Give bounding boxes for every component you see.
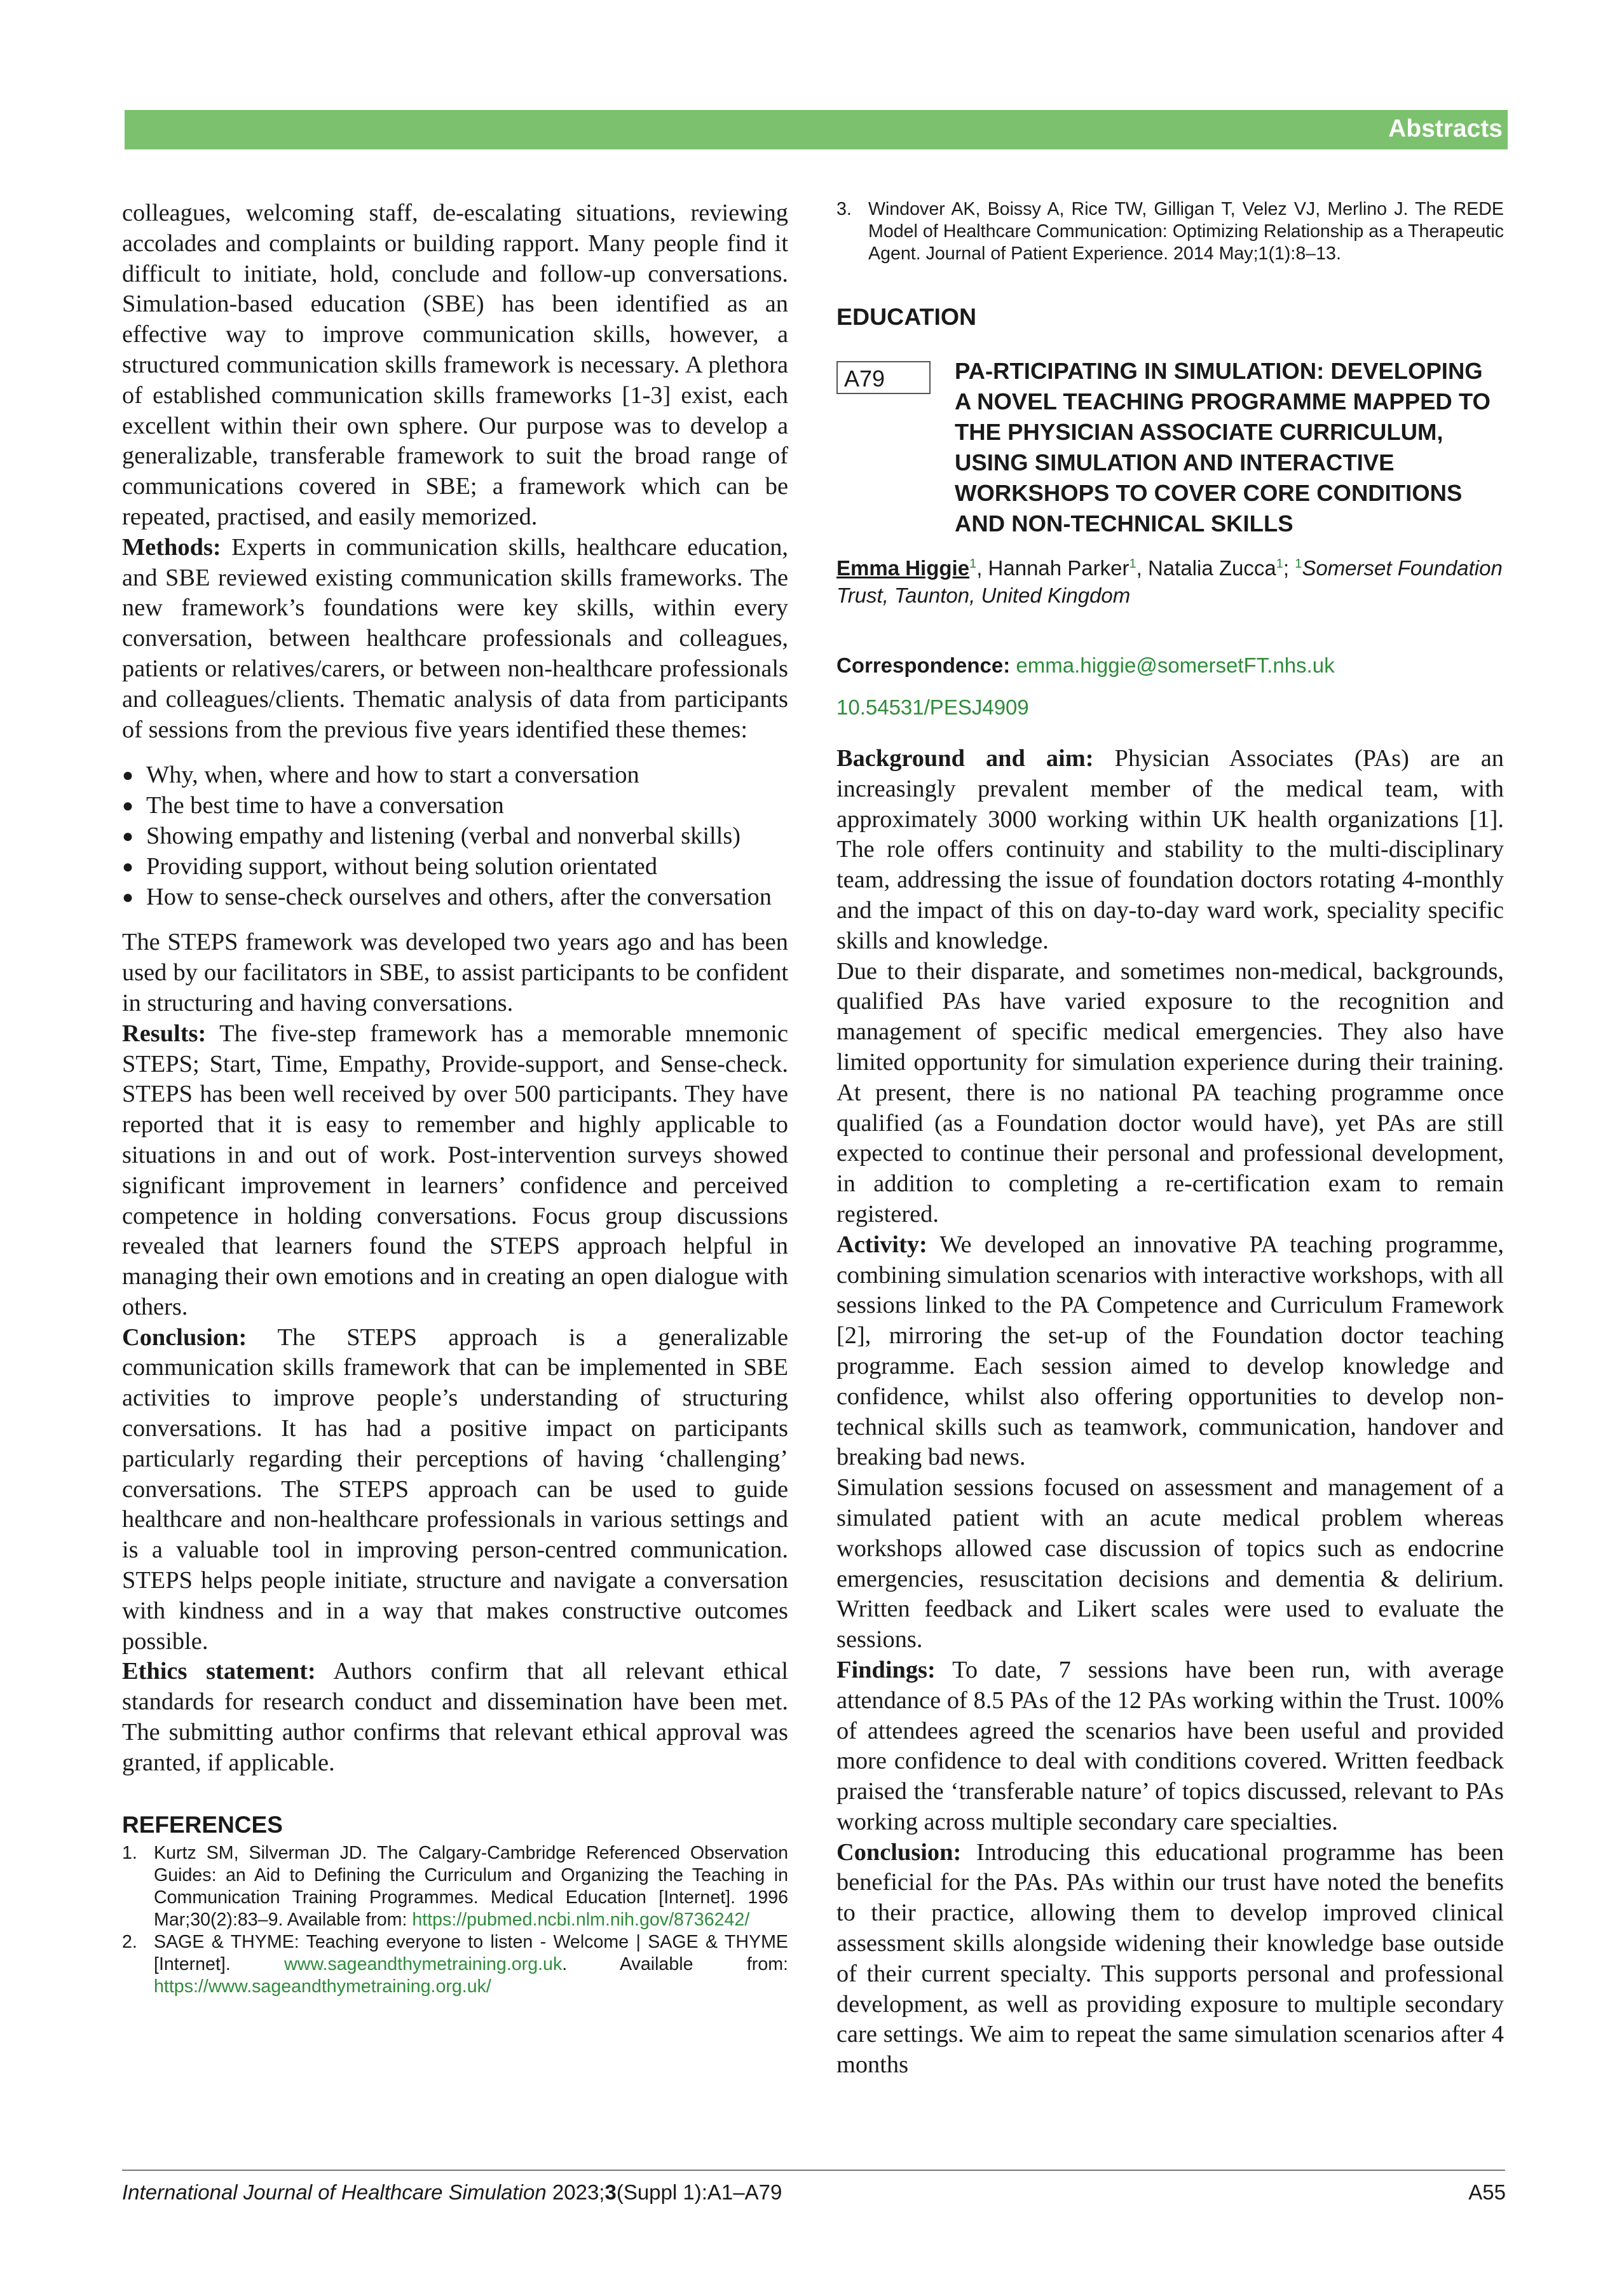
journal-year: 2023; — [546, 2180, 605, 2204]
affiliation: Somerset Foundation Trust, Taunton, United Kingdom — [836, 556, 1503, 607]
reference-link[interactable]: https://www.sageandthymetraining.org.uk/ — [154, 1976, 491, 1997]
journal-name: International Journal of Healthcare Simulation — [122, 2180, 547, 2204]
correspondence-label: Correspondence: — [836, 653, 1011, 677]
findings-paragraph — [836, 1655, 1504, 1838]
intro-paragraph: colleagues, welcoming staff, de-escalating situations, reviewing accolades and complaints or building rapport. Many people find it difficult to initiate, hold, conclude and follow-up conversations. Simulation-based education (SBE) has been identified as an effective way to improve communication skills, however, a structured communication skills framework is necessary. A plethora of established communication skills frameworks [1-3] exist, each excellent within their own sphere. Our purpose was to develop a generalizable, transferable framework to suit the broad range of communications covered in SBE; a framework which can be repeated, practised, and easily memorized. — [122, 200, 788, 530]
reference-2 — [122, 1931, 788, 1998]
conclusion-label: Conclusion: — [836, 1838, 962, 1866]
left-column — [122, 198, 788, 1998]
conclusion-text: The STEPS approach is a generalizable communication skills framework that can be implemented in SBE activities to improve people’s understanding of structuring conversations. It has had a positive impact on participants particularly regarding their perceptions of having ‘challenging’ conversations. The STEPS approach can be used to guide healthcare and non-healthcare professionals in various settings and is a valuable tool in improving person-centred communication. STEPS helps people initiate, structure and navigate a conversation with kindness and in a way that makes constructive outcomes possible. — [122, 1323, 788, 1655]
author-name: Emma Higgie — [836, 556, 970, 580]
reference-link[interactable]: www.sageandthymetraining.org.uk — [284, 1953, 563, 1974]
findings-text: To date, 7 sessions have been run, with average attendance of 8.5 PAs of the 12 PAs working within the Trust. 100% of attendees agreed the scenarios have been useful and provided more confidence to deal with conditions covered. Written feedback praised the ‘transferable nature’ of topics discussed, relevant to PAs working across multiple secondary care specialties. — [836, 1656, 1504, 1835]
activity-text: We developed an innovative PA teaching programme, combining simulation scenarios with interactive workshops, with all sessions linked to the PA Competence and Curriculum Framework [2], mirroring the set-up of the Foundation doctor teaching programme. Each session aimed to develop knowledge and confidence, whilst also offering opportunities to develop non-technical skills such as teamwork, communication, handover and breaking bad news. — [836, 1231, 1504, 1471]
reference-1 — [122, 1842, 788, 1931]
steps-paragraph: The STEPS framework was developed two years ago and has been used by our facilitators in SBE, to assist participants to be confident in structuring and having conversations. — [122, 929, 788, 1016]
list-item: ● Why, when, where and how to start a conversation — [122, 760, 788, 791]
conclusion-text: Introducing this educational programme has been beneficial for the PAs. PAs within our trust have noted the benefits to their practice, allowing them to develop improved clinical assessment skills alongside widening their knowledge base outside of their current specialty. This supports personal and professional development, as well as providing exposure to multiple secondary care settings. We aim to repeat the same simulation scenarios after 4 months — [836, 1838, 1504, 2079]
background-text: Physician Associates (PAs) are an increasingly prevalent member of the medical team, with approximately 3000 working within UK health organizations [1]. The role offers continuity and stability to the multi-disciplinary team, addressing the issue of foundation doctors rotating 4-monthly and the impact of this on day-to-day ward work, speciality specific skills and knowledge. — [836, 745, 1504, 954]
methods-paragraph — [122, 533, 788, 746]
author-name: Natalia Zucca — [1147, 556, 1276, 580]
background-label: Background and aim: — [836, 745, 1094, 772]
conclusion-label: Conclusion: — [122, 1323, 247, 1351]
affiliation-sup: 1 — [1276, 557, 1283, 571]
activity-paragraph — [836, 1230, 1504, 1473]
reference-number: 2. — [122, 1931, 137, 1952]
correspondence — [836, 653, 1504, 678]
journal-volume: 3 — [604, 2180, 617, 2204]
reference-text: SAGE & THYME: Teaching everyone to listen - Welcome | SAGE & THYME [Internet]. — [154, 1931, 788, 1974]
reference-link[interactable]: https://pubmed.ncbi.nlm.nih.gov/8736242/ — [412, 1909, 750, 1930]
abstract-title: PA-RTICIPATING IN SIMULATION: DEVELOPING A NOVEL TEACHING PROGRAMME MAPPED TO THE PHYSICIAN ASSOCIATE CURRICULUM, USING SIMULATION AND INTERACTIVE WORKSHOPS TO COVER CORE CONDITIONS AND NON-TECHNICAL SKILLS — [955, 358, 1491, 537]
journal-issue: (Suppl 1):A1–A79 — [616, 2180, 782, 2204]
footer-citation — [122, 2180, 782, 2205]
reference-text: . Available from: — [562, 1953, 788, 1974]
methods-label: Methods: — [122, 533, 221, 561]
results-text: The five-step framework has a memorable mnemonic STEPS; Start, Time, Empathy, Provide-support, and Sense-check. STEPS has been well received by over 500 participants. They have reported that it is easy to remember and highly applicable to situations in and out of work. Post-intervention surveys showed significant improvement in learners’ confidence and perceived competence in holding conversations. Focus group discussions revealed that learners found the STEPS approach helpful in managing their own emotions and in creating an open dialogue with others. — [122, 1020, 788, 1320]
activity-paragraph-2: Simulation sessions focused on assessment and management of a simulated patient with an acute medical problem whereas workshops allowed case discussion of topics such as endocrine emergencies, resuscitation decisions and dementia & delirium. Written feedback and Likert scales were used to evaluate the sessions. — [836, 1474, 1504, 1653]
reference-3 — [836, 198, 1504, 265]
ethics-paragraph — [122, 1657, 788, 1778]
list-item: ● Showing empathy and listening (verbal and nonverbal skills) — [122, 821, 788, 852]
reference-number: 1. — [122, 1842, 137, 1863]
themes-list — [122, 760, 788, 912]
conclusion-paragraph — [122, 1323, 788, 1657]
abstract-header — [836, 356, 1504, 539]
reference-text: Kurtz SM, Silverman JD. The Calgary-Cambridge Referenced Observation Guides: an Aid to Defining the Curriculum and Organizing the Teaching in Communication Training Programmes. Medical Education [Internet]. 1996 Mar;30(2):83–9. Available from: — [154, 1842, 788, 1930]
reference-number: 3. — [836, 199, 852, 219]
right-column — [836, 198, 1504, 2081]
header-bar — [125, 110, 1508, 149]
ethics-text: Authors confirm that all relevant ethical standards for research conduct and dissemination have been met. The submitting author confirms that relevant ethical approval was granted, if applicable. — [122, 1658, 788, 1776]
background-paragraph — [836, 744, 1504, 957]
references-heading: REFERENCES — [122, 1811, 283, 1838]
page-number: A55 — [1468, 2180, 1506, 2204]
results-paragraph — [122, 1019, 788, 1323]
correspondence-email[interactable]: emma.higgie@somersetFT.nhs.uk — [1016, 653, 1335, 677]
background-paragraph-2: Due to their disparate, and sometimes non-medical, backgrounds, qualified PAs have varied exposure to the recognition and management of specific medical emergencies. They also have limited opportunity for simulation experience during their training. At present, there is no national PA teaching programme once qualified (as a Foundation doctor would have), yet PAs are still expected to continue their personal and professional development, in addition to completing a re-certification exam to remain registered. — [836, 957, 1504, 1227]
abstract-id: A79 — [836, 361, 931, 394]
results-label: Results: — [122, 1020, 207, 1047]
list-item: ● How to sense-check ourselves and others, after the conversation — [122, 882, 788, 913]
section-label: Abstracts — [1388, 115, 1503, 142]
affiliation-sup: 1 — [1295, 557, 1302, 571]
footer-rule — [122, 2170, 1505, 2171]
doi-link[interactable]: 10.54531/PESJ4909 — [836, 695, 1029, 719]
conclusion-paragraph — [836, 1838, 1504, 2081]
list-item: ● Providing support, without being solution orientated — [122, 852, 788, 882]
methods-text: Experts in communication skills, healthcare education, and SBE reviewed existing communication skills frameworks. The new framework’s foundations were key skills, within every conversation, between healthcare professionals and colleagues, patients or relatives/carers, or between non-healthcare professionals and colleagues/clients. Thematic analysis of data from participants of sessions from the previous five years identified these themes: — [122, 533, 788, 743]
activity-label: Activity: — [836, 1231, 927, 1258]
authors: Emma Higgie$^1$, Hannah Parker$^1$, Natalia Zucca$^1$; $^1$Somerset Foundation Trust, Taunton, United Kingdom — [836, 556, 1503, 607]
affiliation-sup: 1 — [1129, 557, 1136, 571]
ethics-label: Ethics statement: — [122, 1658, 316, 1685]
list-item: ● The best time to have a conversation — [122, 791, 788, 821]
affiliation-sup: 1 — [969, 557, 977, 571]
section-heading: EDUCATION — [836, 303, 977, 330]
reference-text: Windover AK, Boissy A, Rice TW, Gilligan T, Velez VJ, Merlino J. The REDE Model of Healthcare Communication: Optimizing Relationship as a Therapeutic Agent. Journal of Patient Experience. 2014 May;1(1):8–13. — [868, 199, 1504, 264]
findings-label: Findings: — [836, 1656, 936, 1683]
author-name: Hannah Parker — [988, 556, 1129, 580]
